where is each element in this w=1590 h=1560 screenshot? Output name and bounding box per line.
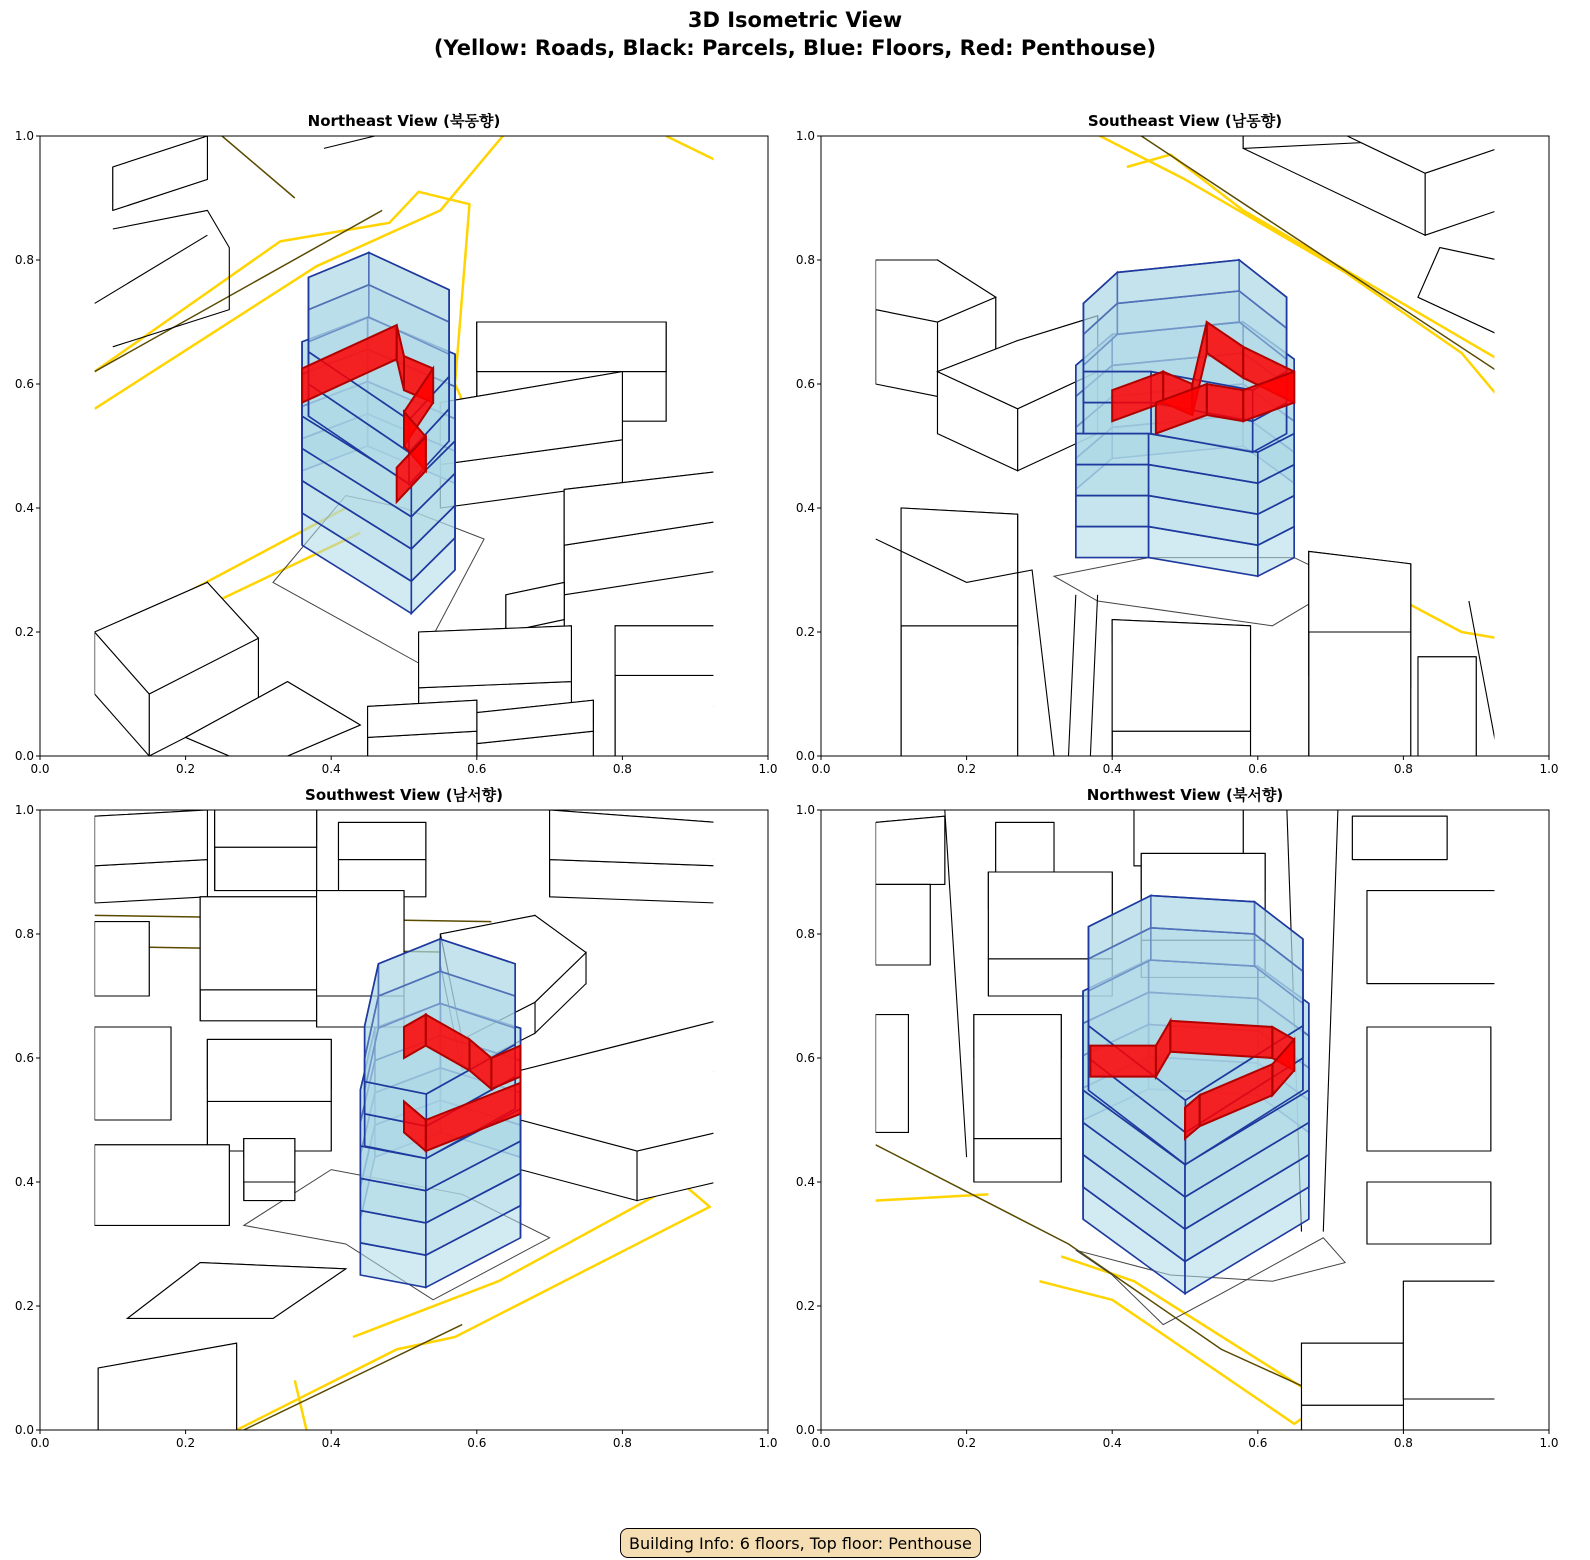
y-tick-label: 0.6 [14,1051,34,1065]
building-roof [615,626,724,676]
y-tick-label: 0.6 [14,377,34,391]
building-face [876,310,938,397]
subject-building [1076,260,1294,576]
subject-building [360,939,520,1287]
y-tick-label: 0.8 [14,927,34,941]
x-tick-label: 0.6 [467,1436,487,1450]
y-tick-label: 1.0 [14,129,34,143]
y-tick-label: 0.6 [795,377,815,391]
y-tick-label: 0.2 [14,625,34,639]
floor-wall [1076,434,1149,465]
neighbor-building [95,1145,230,1226]
building-roof [1403,1281,1498,1399]
neighbor-building [1367,1182,1491,1244]
building-roof [1112,620,1250,732]
y-tick-label: 0.0 [795,1423,815,1437]
neighbor-building [974,1015,1061,1182]
building-roof [550,810,717,866]
panel-title-southwest: Southwest View (남서향) [305,786,503,804]
y-tick-label: 0.6 [795,1051,815,1065]
neighbor-building [244,1139,295,1201]
y-tick-label: 0.4 [795,1175,815,1189]
scene [876,74,1498,756]
x-tick-label: 1.0 [1539,762,1559,776]
building-face [200,990,316,1021]
building-roof [1309,551,1411,632]
neighbor-building [996,822,1054,872]
building-face [1112,731,1250,756]
neighbor-building [1243,74,1498,235]
building-face [974,1139,1061,1182]
building-roof [901,508,1018,626]
y-tick-label: 0.0 [14,1423,34,1437]
neighbor-building [876,884,931,965]
figure-title-line1: 3D Isometric View [687,8,903,32]
x-tick-label: 0.6 [1248,1436,1268,1450]
neighbor-building [1309,551,1411,756]
building-roof [477,322,666,372]
building-roof [996,822,1054,872]
figure-title [0,6,1590,62]
neighbor-building [477,700,594,768]
parcel-line [324,136,375,148]
y-tick-label: 0.4 [14,1175,34,1189]
figure-title-line2: (Yellow: Roads, Black: Parcels, Blue: Floors, Red: Penthouse) [433,36,1157,60]
x-tick-label: 0.0 [30,1436,50,1450]
x-tick-label: 0.2 [176,762,196,776]
x-tick-label: 0.4 [321,762,341,776]
panel-title-northwest: Northwest View (북서향) [1086,786,1284,804]
subject-building [302,253,455,614]
x-tick-label: 0.8 [1393,1436,1413,1450]
parcel-line [1090,595,1097,756]
building-roof [1367,1182,1491,1244]
road-line [1039,1281,1330,1424]
building-roof [876,884,931,965]
neighbor-building [1418,248,1498,335]
building-roof [215,798,317,848]
parcel-line [95,235,208,303]
neighbor-building [876,816,945,884]
road-line [876,1194,989,1200]
building-roof [95,810,208,866]
x-tick-label: 0.2 [957,1436,977,1450]
building-roof [244,1139,295,1182]
scene [876,810,1498,1442]
neighbor-building [368,700,477,774]
neighbor-building [1352,816,1447,859]
neighbor-building [1403,1281,1498,1399]
y-tick-label: 0.8 [14,253,34,267]
floor-wall [1076,527,1149,558]
x-tick-label: 0.6 [1248,762,1268,776]
building-roof [419,626,572,688]
northwest-view [781,794,1576,1464]
neighbor-building [1367,1027,1491,1151]
parcel-line [1323,810,1338,1232]
y-tick-label: 0.8 [795,927,815,941]
floor-wall [1076,496,1149,527]
road-edge-line [244,1325,462,1430]
building-roof [368,700,477,737]
neighbor-building [95,922,150,996]
y-tick-label: 0.0 [795,749,815,763]
building-roof [98,1343,236,1442]
x-tick-label: 0.2 [176,1436,196,1450]
building-roof [1352,816,1447,859]
scene [95,798,717,1443]
neighbor-building [207,1039,331,1151]
subject-building [1083,896,1309,1294]
building-roof [200,897,316,990]
y-tick-label: 0.4 [795,501,815,515]
building-roof [1367,891,1498,984]
neighbor-building [200,897,316,1021]
penthouse-wall [1090,1046,1156,1077]
building-face [1243,86,1425,235]
y-tick-label: 1.0 [795,129,815,143]
building-roof [127,1263,345,1319]
building-face [368,731,477,774]
y-tick-label: 0.2 [795,625,815,639]
building-roof [207,1039,331,1101]
scene [95,124,725,775]
x-tick-label: 0.4 [1102,762,1122,776]
building-face [95,860,208,903]
x-tick-label: 1.0 [1539,1436,1559,1450]
y-tick-label: 1.0 [14,803,34,817]
y-tick-label: 0.4 [14,501,34,515]
neighbor-building [95,1027,171,1120]
neighbor-building [95,810,208,903]
northeast-view [0,120,795,790]
parcel-outline [1054,558,1345,626]
building-face [615,675,724,756]
penthouse-wall [1170,1021,1272,1058]
neighbor-building [615,626,724,756]
y-tick-label: 0.2 [14,1299,34,1313]
building-roof [876,816,945,884]
neighbor-building [127,1263,345,1319]
neighbor-building [1418,657,1476,756]
parcel-line [113,210,230,346]
x-tick-label: 0.8 [612,1436,632,1450]
building-roof [95,1145,230,1226]
building-roof [974,1015,1061,1139]
building-roof [1418,657,1476,756]
y-tick-label: 0.8 [795,253,815,267]
neighbor-building [1112,620,1250,756]
building-face [1309,632,1411,756]
building-face [1302,1405,1404,1430]
neighbor-building [1302,1343,1404,1430]
panel-title-southeast: Southeast View (남동향) [1087,112,1283,130]
parcel-line [1069,595,1076,756]
y-tick-label: 0.2 [795,1299,815,1313]
x-tick-label: 0.2 [957,762,977,776]
building-roof [95,1027,171,1120]
x-tick-label: 0.4 [1102,1436,1122,1450]
panel-title-northeast: Northeast View (북동향) [307,112,501,130]
y-tick-label: 1.0 [795,803,815,817]
building-roof [339,822,426,859]
building-face [550,860,717,903]
building-face [901,626,1018,756]
x-tick-label: 0.6 [467,762,487,776]
x-tick-label: 0.0 [30,762,50,776]
y-tick-label: 0.0 [14,749,34,763]
building-roof [876,1015,909,1133]
building-roof [1367,1027,1491,1151]
x-tick-label: 0.0 [811,762,831,776]
building-roof [95,922,150,996]
building-face [98,1430,236,1442]
neighbor-building [215,798,317,891]
neighbor-building [901,508,1018,756]
building-info-box: Building Info: 6 floors, Top floor: Penthouse [620,1528,981,1558]
southeast-view [781,120,1576,790]
neighbor-building [339,822,426,896]
x-tick-label: 1.0 [758,762,778,776]
southwest-view [0,794,795,1464]
neighbor-building [113,136,208,210]
x-tick-label: 0.4 [321,1436,341,1450]
neighbor-building [550,810,717,903]
building-roof [1302,1343,1404,1405]
building-face [215,847,317,890]
building-roof [1418,248,1498,335]
neighbor-building [98,1343,236,1442]
penthouse-wall [1207,384,1243,421]
road-line [876,1430,887,1442]
neighbor-building [1367,891,1498,984]
road-line [295,1380,310,1442]
x-tick-label: 0.8 [1393,762,1413,776]
road-line [666,136,717,161]
neighbor-building [521,1021,718,1201]
x-tick-label: 0.8 [612,762,632,776]
parcel-line [945,810,967,1157]
floor-wall [1076,465,1149,496]
building-face [244,1182,295,1201]
x-tick-label: 0.0 [811,1436,831,1450]
x-tick-label: 1.0 [758,1436,778,1450]
neighbor-building [564,471,724,595]
building-roof [113,136,208,210]
neighbor-building [876,1015,909,1133]
road-edge-line [222,136,295,198]
